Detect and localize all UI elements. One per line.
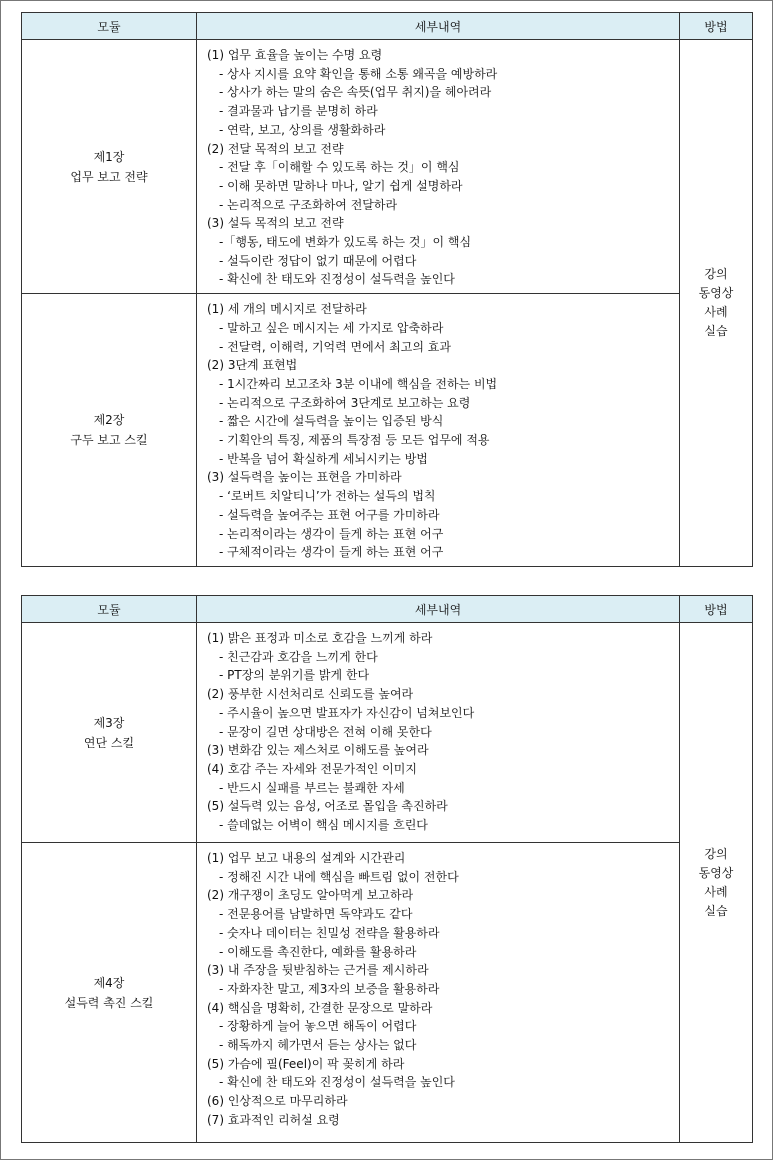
curriculum-table-2: [21, 595, 753, 1143]
module-cell: [22, 843, 197, 1143]
list-item: - 말하고 싶은 메시지는 세 가지로 압축하라: [219, 320, 444, 335]
detail-cell: [197, 40, 680, 294]
list-item: - 해독까지 헤가면서 듣는 상사는 없다: [219, 1038, 417, 1053]
section-heading: (2) 전달 목적의 보고 전략: [207, 141, 344, 156]
method-practice: 실습: [704, 903, 728, 918]
method-video: 동영상: [698, 865, 734, 880]
detail-cell: [197, 843, 680, 1143]
section-heading: (6) 인상적으로 마무리하라: [207, 1094, 348, 1109]
curriculum-table-1: [21, 12, 753, 567]
chapter-number: 제3장: [93, 715, 125, 730]
method-case: 사례: [704, 884, 728, 899]
method-lecture: 강의: [704, 266, 728, 281]
list-item: - 문장이 길면 상대방은 전혀 이해 못한다: [219, 724, 432, 739]
chapter-number: 제2장: [93, 413, 125, 428]
list-item: - 설득력을 높여주는 표현 어구를 가미하라: [219, 507, 440, 522]
table-row-chapter1: [22, 40, 753, 294]
list-item: - 전달력, 이해력, 기억력 면에서 최고의 효과: [219, 339, 451, 354]
method-practice: 실습: [704, 323, 728, 338]
list-item: - 친근감과 호감을 느끼게 한다: [219, 649, 378, 664]
header-method: 방법: [680, 13, 753, 40]
table-row-chapter3: [22, 623, 753, 843]
list-item: - 전문용어를 남발하면 독약과도 같다: [219, 907, 413, 922]
list-item: - 자화자찬 말고, 제3자의 보증을 활용하라: [219, 981, 440, 996]
table-row-chapter2: [22, 294, 753, 567]
list-item: - 반복을 넘어 확실하게 세뇌시키는 방법: [219, 451, 428, 466]
list-item: - 정해진 시간 내에 핵심을 빠트림 없이 전한다: [219, 869, 459, 884]
header-row: [22, 13, 753, 40]
header-module: 모듈: [22, 13, 197, 40]
section-heading: (4) 호감 주는 자세와 전문가적인 이미지: [207, 761, 417, 776]
list-item: - 반드시 실패를 부르는 불쾌한 자세: [219, 780, 405, 795]
list-item: - 결과물과 납기를 분명히 하라: [219, 104, 378, 119]
chapter-number: 제1장: [93, 149, 125, 164]
section-heading: (1) 업무 보고 내용의 설계와 시간관리: [207, 851, 406, 865]
method-case: 사례: [704, 304, 728, 319]
section-heading: (2) 개구쟁이 초딩도 알아먹게 보고하라: [207, 888, 414, 903]
list-item: - 설득이란 정답이 없기 때문에 어렵다: [219, 253, 417, 268]
detail-cell: [197, 294, 680, 567]
list-item: - 논리적으로 구조화하여 3단계로 보고하는 요령: [219, 395, 471, 410]
chapter-title: 구두 보고 스킬: [70, 433, 148, 448]
list-item: - 쓸데없는 어벽이 핵심 메시지를 흐린다: [219, 818, 428, 833]
list-item: - 연락, 보고, 상의를 생활화하라: [219, 122, 386, 137]
method-lecture: 강의: [704, 846, 728, 861]
header-row: [22, 596, 753, 623]
section-heading: (7) 효과적인 리허설 요령: [207, 1112, 340, 1127]
chapter-title: 업무 보고 전략: [70, 169, 148, 184]
list-item: - 구체적이라는 생각이 들게 하는 표현 어구: [219, 545, 444, 560]
list-item: - 논리적으로 구조화하여 전달하라: [219, 197, 398, 212]
section-heading: (3) 설득력을 높이는 표현을 가미하라: [207, 470, 402, 485]
list-item: - 상사 지시를 요약 확인을 통해 소통 왜곡을 예방하라: [219, 66, 498, 81]
module-cell: [22, 40, 197, 294]
module-cell: [22, 623, 197, 843]
list-item: - 이해도를 촉진한다, 예화를 활용하라: [219, 944, 417, 959]
detail-cell: [197, 623, 680, 843]
list-item: - 확신에 찬 태도와 진정성이 설득력을 높인다: [219, 1075, 455, 1090]
section-heading: (1) 세 개의 메시지로 전달하라: [207, 302, 367, 317]
chapter-title: 설득력 촉진 스킬: [64, 995, 154, 1010]
list-item: - 이해 못하면 말하나 마나, 알기 쉽게 설명하라: [219, 178, 463, 193]
list-item: - 숫자나 데이터는 친밀성 전략을 활용하라: [219, 925, 440, 940]
list-item: - 상사가 하는 말의 숨은 속뜻(업무 취지)을 헤아려라: [219, 85, 492, 100]
list-item: -「행동, 태도에 변화가 있도록 하는 것」이 핵심: [219, 235, 472, 250]
header-module: 모듈: [22, 596, 197, 623]
list-item: - 전달 후「이해할 수 있도록 하는 것」이 핵심: [219, 160, 460, 175]
module-cell: [22, 294, 197, 567]
list-item: - 논리적이라는 생각이 들게 하는 표현 어구: [219, 526, 444, 541]
method-cell: [680, 40, 753, 567]
section-heading: (1) 밝은 표정과 미소로 호감을 느끼게 하라: [207, 631, 433, 645]
list-item: - ‘로버트 치알티니’가 전하는 설득의 법칙: [219, 489, 436, 504]
section-heading: (2) 풍부한 시선처리로 신뢰도를 높여라: [207, 687, 414, 702]
list-item: - PT장의 분위기를 밝게 한다: [219, 668, 370, 683]
chapter-number: 제4장: [93, 975, 125, 990]
method-video: 동영상: [698, 285, 734, 300]
section-heading: (1) 업무 효율을 높이는 수명 요령: [207, 48, 383, 62]
list-item: - 주시율이 높으면 발표자가 자신감이 넘쳐보인다: [219, 705, 475, 720]
section-heading: (3) 변화감 있는 제스처로 이해도를 높여라: [207, 743, 429, 758]
chapter-title: 연단 스킬: [83, 735, 135, 750]
section-heading: (2) 3단계 표현법: [207, 358, 298, 373]
section-heading: (4) 핵심을 명확히, 간결한 문장으로 말하라: [207, 1000, 433, 1015]
list-item: - 장황하게 늘어 놓으면 해독이 어렵다: [219, 1019, 417, 1034]
list-item: - 확신에 찬 태도와 진정성이 설득력을 높인다: [219, 272, 455, 287]
section-heading: (5) 설득력 있는 음성, 어조로 몰입을 촉진하라: [207, 799, 448, 814]
list-item: - 짧은 시간에 설득력을 높이는 입증된 방식: [219, 414, 444, 429]
header-method: 방법: [680, 596, 753, 623]
section-heading: (5) 가슴에 필(Feel)이 팍 꽂히게 하라: [207, 1056, 405, 1071]
table-row-chapter4: [22, 843, 753, 1143]
list-item: - 1시간짜리 보고조차 3분 이내에 핵심을 전하는 비법: [219, 376, 498, 391]
header-detail: 세부내역: [197, 596, 680, 623]
header-detail: 세부내역: [197, 13, 680, 40]
method-cell: [680, 623, 753, 1143]
list-item: - 기획안의 특징, 제품의 특장점 등 모든 업무에 적용: [219, 433, 490, 448]
section-heading: (3) 설득 목적의 보고 전략: [207, 216, 344, 231]
section-heading: (3) 내 주장을 뒷받침하는 근거를 제시하라: [207, 963, 429, 978]
